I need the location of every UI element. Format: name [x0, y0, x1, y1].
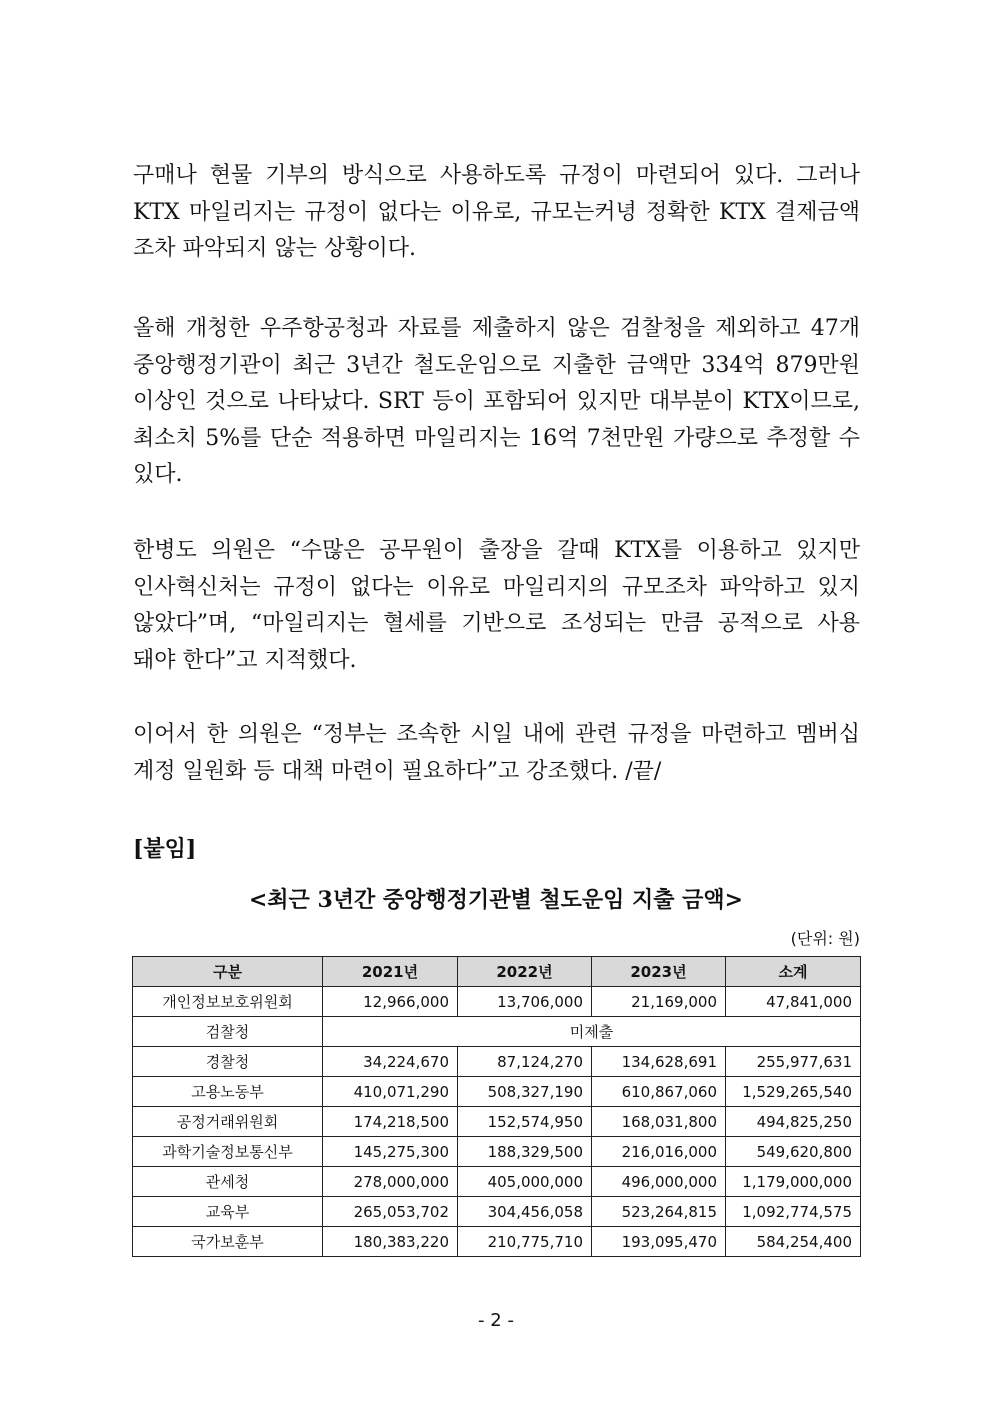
- value-2023: 21,169,000: [592, 987, 726, 1017]
- page-number: - 2 -: [478, 1310, 514, 1331]
- agency-name: 고용노동부: [133, 1077, 323, 1107]
- text-line: 있다.: [133, 462, 183, 487]
- text-line: 인사혁신처는 규정이 없다는 이유로 마일리지의 규모조차 파악하고 있지: [133, 574, 860, 600]
- header-total: 소계: [726, 957, 861, 987]
- table-row: [133, 1197, 861, 1227]
- agency-name: 관세청: [133, 1167, 323, 1197]
- header-2023: 2023년: [592, 957, 726, 987]
- value-total: 494,825,250: [726, 1107, 861, 1137]
- agency-name: 공정거래위원회: [133, 1107, 323, 1137]
- agency-name: 교육부: [133, 1197, 323, 1227]
- table-row: [133, 1107, 861, 1137]
- value-total: 47,841,000: [726, 987, 861, 1017]
- value-2022: 304,456,058: [458, 1197, 592, 1227]
- value-2022: 508,327,190: [458, 1077, 592, 1107]
- value-total: 549,620,800: [726, 1137, 861, 1167]
- expense-table: [132, 956, 861, 1257]
- text-line: 않았다”며, “마일리지는 혈세를 기반으로 조성되는 만큼 공적으로 사용: [133, 611, 860, 636]
- value-2023: 134,628,691: [592, 1047, 726, 1077]
- table-row: [133, 1077, 861, 1107]
- value-2021: 34,224,670: [323, 1047, 458, 1077]
- value-2021: 410,071,290: [323, 1077, 458, 1107]
- text-line: 올해 개청한 우주항공청과 자료를 제출하지 않은 검찰청을 제외하고 47개: [133, 316, 860, 341]
- value-2021: 145,275,300: [323, 1137, 458, 1167]
- text-line: 돼야 한다”고 지적했다.: [133, 647, 357, 673]
- header-category: 구분: [133, 957, 323, 987]
- agency-name: 국가보훈부: [133, 1227, 323, 1257]
- value-total: 1,179,000,000: [726, 1167, 861, 1197]
- attachment-label: [붙임]: [133, 836, 197, 862]
- value-2022: 210,775,710: [458, 1227, 592, 1257]
- table-row: [133, 987, 861, 1017]
- value-2021: 180,383,220: [323, 1227, 458, 1257]
- agency-name: 과학기술정보통신부: [133, 1137, 323, 1167]
- agency-name: 경찰청: [133, 1047, 323, 1077]
- agency-name: 검찰청: [133, 1017, 323, 1047]
- table-row: [133, 1017, 861, 1047]
- value-2022: 13,706,000: [458, 987, 592, 1017]
- text-line: 한병도 의원은 “수많은 공무원이 출장을 갈때 KTX를 이용하고 있지만: [133, 538, 860, 563]
- value-total: 1,529,265,540: [726, 1077, 861, 1107]
- header-2021: 2021년: [323, 957, 458, 987]
- value-2023: 496,000,000: [592, 1167, 726, 1197]
- paragraph-3: [133, 533, 860, 679]
- text-line: 구매나 현물 기부의 방식으로 사용하도록 규정이 마련되어 있다. 그러나: [133, 163, 860, 188]
- text-line: 이어서 한 의원은 “정부는 조속한 시일 내에 관련 규정을 마련하고 멤버십: [133, 722, 860, 747]
- agency-name: 개인정보보호위원회: [133, 987, 323, 1017]
- value-total: 584,254,400: [726, 1227, 861, 1257]
- paragraph-4: [133, 717, 860, 790]
- table-row: [133, 1137, 861, 1167]
- text-line: KTX 마일리지는 규정이 없다는 이유로, 규모는커녕 정확한 KTX 결제금액: [133, 199, 860, 225]
- paragraph-2: [133, 311, 860, 494]
- value-2022: 188,329,500: [458, 1137, 592, 1167]
- table-header-row: [133, 957, 861, 987]
- value-2021: 265,053,702: [323, 1197, 458, 1227]
- value-2021: 174,218,500: [323, 1107, 458, 1137]
- value-2023: 523,264,815: [592, 1197, 726, 1227]
- value-2022: 152,574,950: [458, 1107, 592, 1137]
- table-title: <최근 3년간 중앙행정기관별 철도운임 지출 금액>: [248, 887, 744, 913]
- value-2023: 193,095,470: [592, 1227, 726, 1257]
- table-row: [133, 1227, 861, 1257]
- value-2022: 87,124,270: [458, 1047, 592, 1077]
- table-row: [133, 1167, 861, 1197]
- value-total: 1,092,774,575: [726, 1197, 861, 1227]
- text-line: 최소치 5%를 단순 적용하면 마일리지는 16억 7천만원 가량으로 추정할 수: [133, 425, 860, 451]
- paragraph-1: [133, 158, 860, 268]
- value-2022: 405,000,000: [458, 1167, 592, 1197]
- text-line: 중앙행정기관이 최근 3년간 철도운임으로 지출한 금액만 334억 879만원: [133, 352, 860, 378]
- value-2021: 12,966,000: [323, 987, 458, 1017]
- value-total: 255,977,631: [726, 1047, 861, 1077]
- value-2023: 168,031,800: [592, 1107, 726, 1137]
- text-line: 이상인 것으로 나타났다. SRT 등이 포함되어 있지만 대부분이 KTX이므로,: [133, 389, 860, 414]
- value-2023: 610,867,060: [592, 1077, 726, 1107]
- value-2023: 216,016,000: [592, 1137, 726, 1167]
- value-2021: 278,000,000: [323, 1167, 458, 1197]
- table-row: [133, 1047, 861, 1077]
- text-line: 계정 일원화 등 대책 마련이 필요하다”고 강조했다. /끝/: [133, 758, 662, 784]
- not-submitted-cell: 미제출: [323, 1017, 861, 1047]
- header-2022: 2022년: [458, 957, 592, 987]
- table-unit: (단위: 원): [790, 929, 860, 948]
- text-line: 조차 파악되지 않는 상황이다.: [133, 236, 416, 261]
